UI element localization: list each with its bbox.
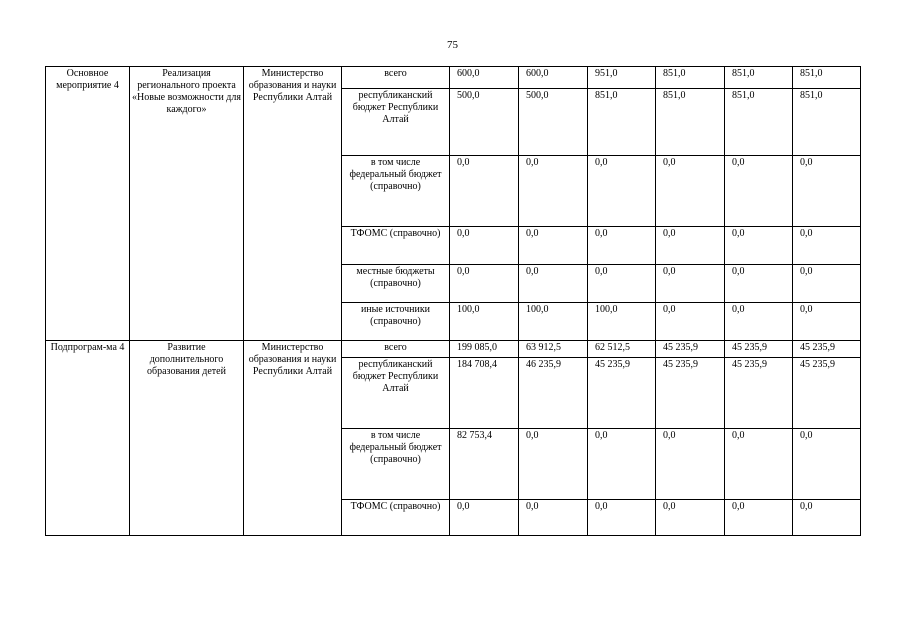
value-cell: 0,0 (588, 156, 656, 227)
table-row (46, 341, 861, 358)
value-cell: 0,0 (588, 429, 656, 500)
value-cell: 82 753,4 (450, 429, 519, 500)
funding-source: местные бюджеты (справочно) (342, 265, 450, 303)
value-cell: 0,0 (793, 156, 861, 227)
value-cell: 199 085,0 (450, 341, 519, 358)
value-cell: 62 512,5 (588, 341, 656, 358)
value-cell: 184 708,4 (450, 358, 519, 429)
value-cell: 0,0 (450, 265, 519, 303)
value-cell: 0,0 (519, 265, 588, 303)
value-cell: 951,0 (588, 67, 656, 89)
value-cell: 0,0 (793, 265, 861, 303)
funding-source: ТФОМС (справочно) (342, 500, 450, 536)
block-executor: Министерство образования и науки Республики Алтай (244, 67, 342, 341)
value-cell: 45 235,9 (656, 341, 725, 358)
value-cell: 600,0 (450, 67, 519, 89)
value-cell: 500,0 (450, 89, 519, 156)
value-cell: 0,0 (656, 303, 725, 341)
table-row (46, 67, 861, 89)
funding-source: в том числе федеральный бюджет (справочно) (342, 156, 450, 227)
value-cell: 851,0 (793, 67, 861, 89)
value-cell: 0,0 (519, 500, 588, 536)
value-cell: 851,0 (725, 67, 793, 89)
funding-source: всего (342, 67, 450, 89)
value-cell: 0,0 (725, 500, 793, 536)
value-cell: 46 235,9 (519, 358, 588, 429)
value-cell: 0,0 (656, 265, 725, 303)
value-cell: 0,0 (725, 156, 793, 227)
budget-table (45, 66, 861, 536)
value-cell: 851,0 (588, 89, 656, 156)
value-cell: 0,0 (793, 303, 861, 341)
block-name: Основное мероприятие 4 (46, 67, 130, 341)
value-cell: 0,0 (588, 265, 656, 303)
block-name: Подпрограм-ма 4 (46, 341, 130, 536)
value-cell: 0,0 (588, 500, 656, 536)
value-cell: 0,0 (519, 156, 588, 227)
funding-source: республиканский бюджет Республики Алтай (342, 358, 450, 429)
funding-source: республиканский бюджет Республики Алтай (342, 89, 450, 156)
value-cell: 0,0 (793, 227, 861, 265)
value-cell: 600,0 (519, 67, 588, 89)
value-cell: 0,0 (588, 227, 656, 265)
block-title: Реализация регионального проекта «Новые возможности для каждого» (130, 67, 244, 341)
value-cell: 45 235,9 (656, 358, 725, 429)
block-title: Развитие дополнительного образования детей (130, 341, 244, 536)
funding-source: ТФОМС (справочно) (342, 227, 450, 265)
value-cell: 45 235,9 (793, 358, 861, 429)
value-cell: 100,0 (450, 303, 519, 341)
value-cell: 0,0 (793, 500, 861, 536)
value-cell: 0,0 (450, 156, 519, 227)
value-cell: 0,0 (656, 500, 725, 536)
funding-source: в том числе федеральный бюджет (справочно) (342, 429, 450, 500)
value-cell: 0,0 (656, 156, 725, 227)
value-cell: 45 235,9 (588, 358, 656, 429)
value-cell: 45 235,9 (793, 341, 861, 358)
block-executor: Министерство образования и науки Республики Алтай (244, 341, 342, 536)
value-cell: 45 235,9 (725, 341, 793, 358)
value-cell: 0,0 (450, 227, 519, 265)
value-cell: 851,0 (656, 89, 725, 156)
value-cell: 851,0 (793, 89, 861, 156)
value-cell: 851,0 (725, 89, 793, 156)
funding-source: иные источники (справочно) (342, 303, 450, 341)
value-cell: 0,0 (656, 227, 725, 265)
value-cell: 0,0 (450, 500, 519, 536)
value-cell: 0,0 (519, 227, 588, 265)
value-cell: 0,0 (725, 265, 793, 303)
value-cell: 0,0 (793, 429, 861, 500)
value-cell: 0,0 (725, 227, 793, 265)
funding-source: всего (342, 341, 450, 358)
value-cell: 500,0 (519, 89, 588, 156)
value-cell: 63 912,5 (519, 341, 588, 358)
value-cell: 45 235,9 (725, 358, 793, 429)
value-cell: 100,0 (588, 303, 656, 341)
page-number: 75 (447, 39, 458, 51)
value-cell: 100,0 (519, 303, 588, 341)
value-cell: 0,0 (656, 429, 725, 500)
value-cell: 851,0 (656, 67, 725, 89)
value-cell: 0,0 (519, 429, 588, 500)
value-cell: 0,0 (725, 303, 793, 341)
value-cell: 0,0 (725, 429, 793, 500)
